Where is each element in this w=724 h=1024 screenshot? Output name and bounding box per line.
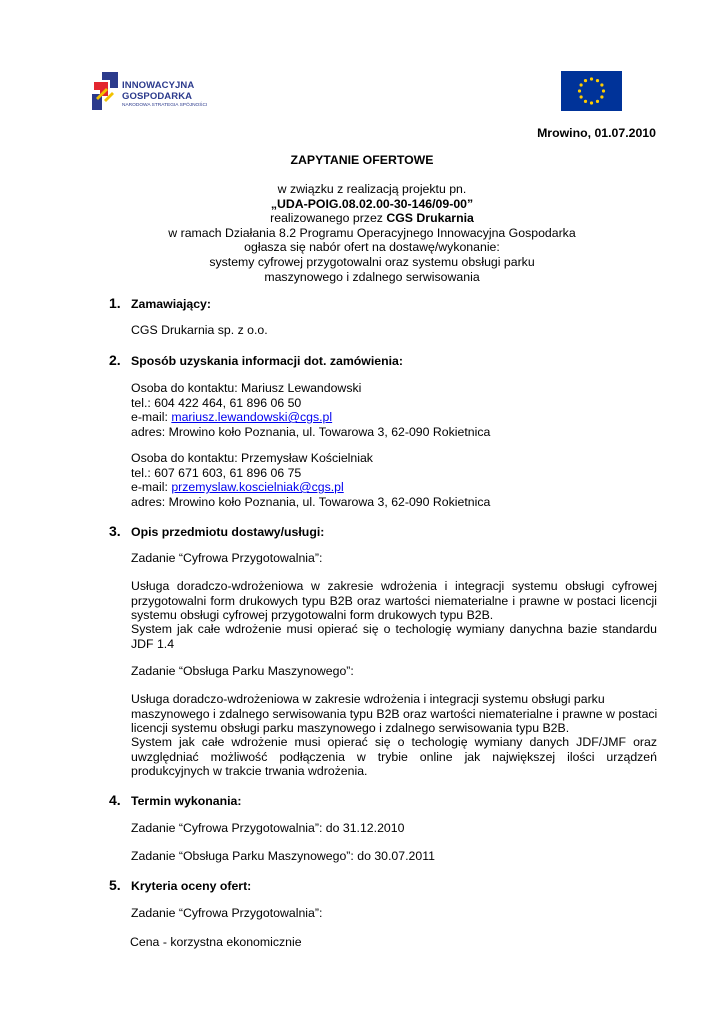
section-number: 4. (109, 792, 121, 808)
task-1-requirement: System jak całe wdrożenie musi opierać się o techologię wymiany danychna bazie standardu JDF 1.4 (131, 622, 657, 651)
intro-line-1: w związku z realizacją projektu pn. (277, 182, 467, 196)
task-2-title: Zadanie “Obsługa Parku Maszynowego”: (131, 664, 354, 678)
email-link[interactable]: przemyslaw.koscielniak@cgs.pl (171, 480, 344, 495)
deadline-2: Zadanie “Obsługa Parku Maszynowego”: do 30.07.2011 (131, 849, 435, 863)
document-date: Mrowino, 01.07.2010 (537, 126, 656, 140)
contact-address: adres: Mrowino koło Poznania, ul. Towarowa 3, 62-090 Rokietnica (131, 494, 491, 509)
contact-phone: tel.: 607 671 603, 61 896 06 75 (131, 465, 302, 480)
contact-email-line (131, 480, 657, 495)
contact-address: adres: Mrowino koło Poznania, ul. Towarowa 3, 62-090 Rokietnica (131, 424, 491, 439)
section-title: Opis przedmiotu dostawy/usługi: (131, 525, 325, 539)
section-1-body: CGS Drukarnia sp. z o.o. (131, 323, 268, 337)
task-2-requirement: System jak całe wdrożenie musi opierać się o techologię wymiany danych JDF/JMF oraz uwzględniać możliwość podłączenia w trybie online jak największej ilości urządzeń produkcyjnych w trakcie trwania wdrożenia. (131, 735, 657, 779)
innowacyjna-gospodarka-mark-icon (92, 72, 118, 110)
intro-block (0, 182, 724, 284)
section-title: Kryteria oceny ofert: (131, 879, 252, 893)
contact-email-line (131, 410, 657, 425)
logo-line-1: INNOWACYJNA (122, 80, 195, 91)
section-1-heading (109, 295, 211, 311)
intro-line-5: ogłasza się nabór ofert na dostawę/wykonanie: (244, 240, 500, 255)
contact-person: Osoba do kontaktu: Mariusz Lewandowski (131, 381, 362, 395)
innowacyjna-gospodarka-logo (92, 72, 222, 112)
criteria-task-title: Zadanie “Cyfrowa Przygotowalnia”: (131, 906, 323, 920)
intro-line-4: w ramach Działania 8.2 Programu Operacyjnego Innowacyjna Gospodarka (168, 225, 576, 240)
company-name: CGS Drukarnia (386, 211, 474, 226)
contact-2 (131, 451, 657, 509)
project-number: „UDA-POIG.08.02.00-30-146/09-00” (270, 196, 474, 211)
section-3-heading (109, 523, 324, 539)
email-label: e-mail: (131, 410, 172, 425)
intro-line-7: maszynowego i zdalnego serwisowania (264, 269, 480, 284)
intro-line-3-text: realizowanego przez (270, 211, 387, 226)
deadline-1: Zadanie “Cyfrowa Przygotowalnia”: do 31.12.2010 (131, 821, 405, 835)
task-1-description: Usługa doradczo-wdrożeniowa w zakresie wdrożenia i integracji systemu obsługi cyfrowej przygotowalni form drukowych typu B2B oraz wartości niematerialne i prawne w postaci licencji systemu obsługi cyfrowej przygotowalni form drukowych typu B2B. (131, 579, 657, 623)
criteria-item: Cena - korzystna ekonomicznie (130, 935, 302, 949)
section-title: Termin wykonania: (131, 794, 242, 808)
section-title: Sposób uzyskania informacji dot. zamówienia: (131, 354, 403, 368)
intro-line-3 (0, 211, 724, 226)
document-title: ZAPYTANIE OFERTOWE (290, 153, 434, 167)
task-2-description (131, 692, 657, 736)
section-number: 3. (109, 523, 121, 539)
section-number: 1. (109, 295, 121, 311)
email-link[interactable]: mariusz.lewandowski@cgs.pl (171, 410, 333, 425)
eu-flag-icon (561, 71, 622, 111)
intro-line-6: systemy cyfrowej przygotowalni oraz systemu obsługi parku (209, 254, 535, 269)
section-number: 2. (109, 352, 121, 368)
section-4-heading (109, 792, 241, 808)
task-2-line-1: Usługa doradczo-wdrożeniowa w zakresie wdrożenia i integracji systemu obsługi parku (131, 692, 605, 706)
email-label: e-mail: (131, 480, 172, 495)
eu-stars-icon (561, 71, 622, 111)
contact-person: Osoba do kontaktu: Przemysław Kościelniak (131, 451, 373, 465)
section-2-heading (109, 352, 403, 368)
logo-line-2: GOSPODARKA (122, 91, 193, 102)
section-5-heading (109, 877, 251, 893)
section-number: 5. (109, 877, 121, 893)
task-2-line-2: maszynowego i zdalnego serwisowania typu B2B oraz wartości niematerialne i prawne w postaci (131, 706, 658, 721)
section-title: Zamawiający: (131, 297, 211, 311)
contact-1 (131, 381, 657, 439)
task-1-title: Zadanie “Cyfrowa Przygotowalnia”: (131, 551, 323, 565)
task-2-line-3: licencji systemu obsługi parku maszynowego i zdalnego serwisowania typu B2B. (131, 721, 570, 736)
logo-line-3: NARODOWA STRATEGIA SPÓJNOŚCI (122, 103, 208, 108)
contact-phone: tel.: 604 422 464, 61 896 06 50 (131, 395, 302, 410)
